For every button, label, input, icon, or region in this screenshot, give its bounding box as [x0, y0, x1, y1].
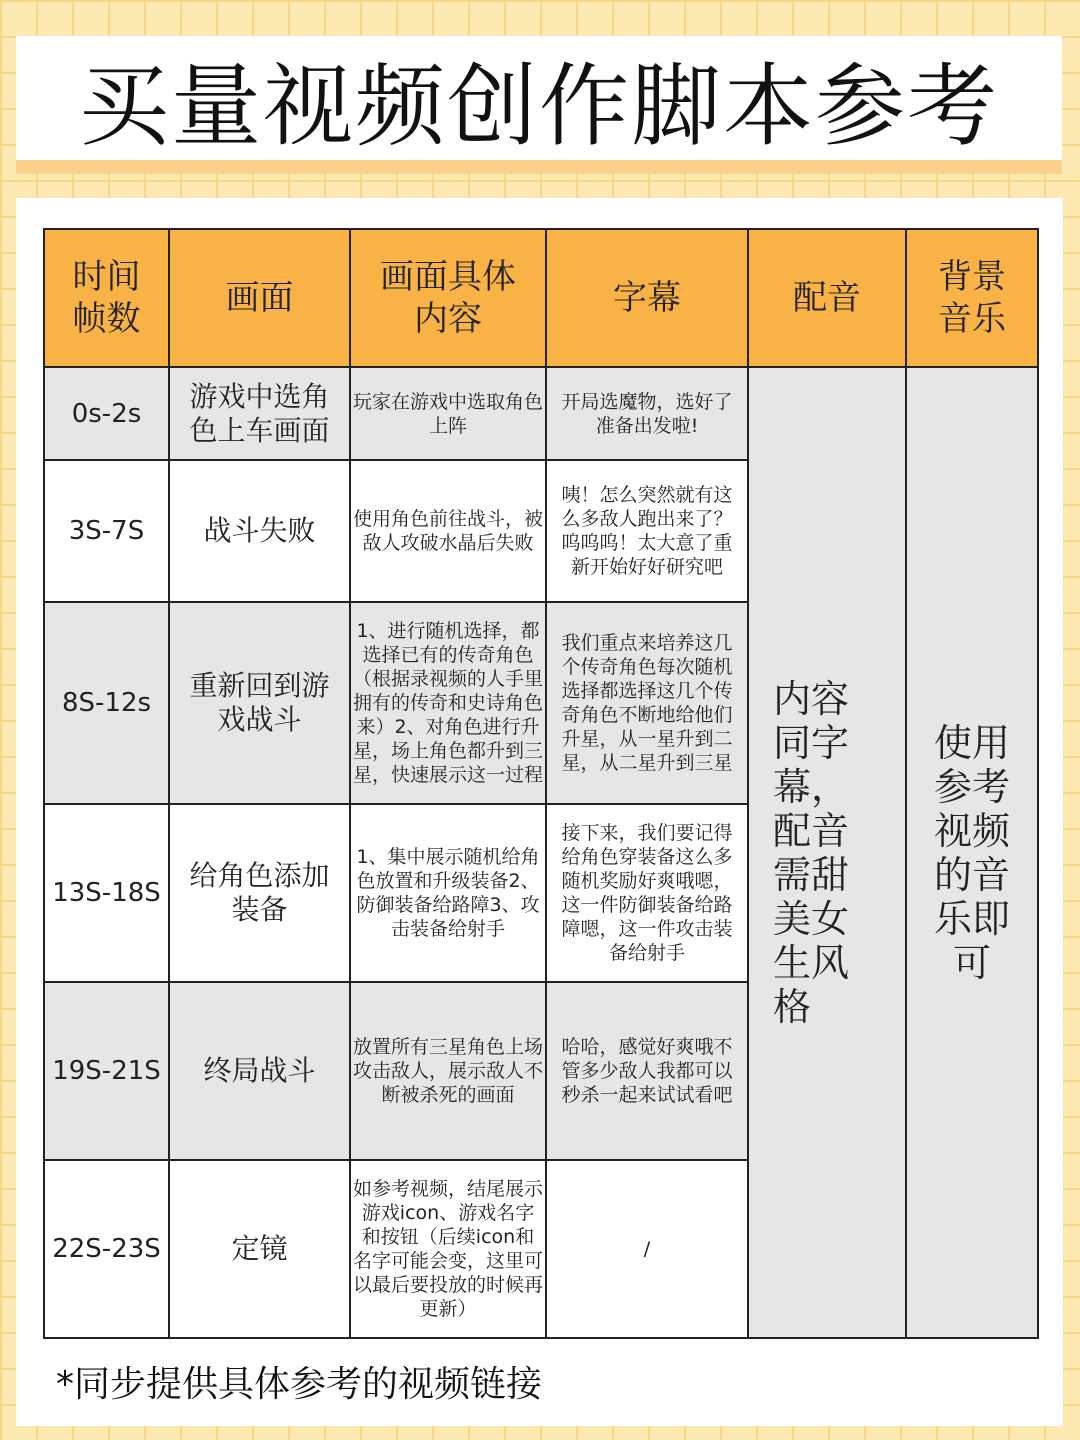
cell-content: 1、进行随机选择，都选择已有的传奇角色（根据录视频的人手里拥有的传奇和史诗角色来）2、对角色进行升星，场上角色都升到三星，快速展示这一过程 — [350, 602, 546, 804]
header-music — [906, 229, 1038, 367]
cell-content: 使用角色前往战斗，被敌人攻破水晶后失败 — [350, 460, 546, 602]
cell-scene: 终局战斗 — [169, 982, 350, 1160]
cell-subtitle: 我们重点来培养这几个传奇角色每次随机选择都选择这几个传奇角色不断地给他们升星，从一星升到二星，从二星升到三星 — [546, 602, 748, 804]
cell-time: 3S-7S — [44, 460, 169, 602]
cell-time: 0s-2s — [44, 367, 169, 460]
header-time-line1: 时间 — [72, 257, 141, 297]
table-row — [44, 367, 1038, 460]
header-music-line1: 背景 — [938, 257, 1006, 297]
cell-time: 22S-23S — [44, 1160, 169, 1338]
cell-subtitle: 哈哈，感觉好爽哦不管多少敌人我都可以秒杀一起来试试看吧 — [546, 982, 748, 1160]
cell-subtitle: / — [546, 1160, 748, 1338]
cell-subtitle: 开局选魔物，选好了准备出发啦! — [546, 367, 748, 460]
header-voice: 配音 — [748, 229, 906, 367]
script-panel — [16, 198, 1063, 1426]
cell-subtitle: 咦！怎么突然就有这么多敌人跑出来了？呜呜呜！太大意了重新开始好好研究吧 — [546, 460, 748, 602]
cell-content: 如参考视频，结尾展示游戏icon、游戏名字和按钮（后续icon和名字可能会变，这里可以最后要投放的时候再更新） — [350, 1160, 546, 1338]
cell-scene: 定镜 — [169, 1160, 350, 1338]
header-scene: 画面 — [169, 229, 350, 367]
page-title: 买量视频创作脚本参考 — [79, 54, 999, 159]
cell-content: 玩家在游戏中选取角色上阵 — [350, 367, 546, 460]
table-header-row — [44, 229, 1038, 367]
cell-content: 放置所有三星角色上场攻击敌人，展示敌人不断被杀死的画面 — [350, 982, 546, 1160]
cell-subtitle: 接下来，我们要记得给角色穿装备这么多随机奖励好爽哦嗯，这一件防御装备给路障嗯，这一件攻击装备给射手 — [546, 804, 748, 982]
cell-voice-merged: 内容同字幕，配音需甜美女生风格 — [748, 367, 906, 1338]
cell-music-merged: 使用参考视频的音乐即可 — [906, 367, 1038, 1338]
cell-time: 19S-21S — [44, 982, 169, 1160]
cell-scene: 重新回到游戏战斗 — [169, 602, 350, 804]
cell-scene: 游戏中选角色上车画面 — [169, 367, 350, 460]
cell-content: 1、集中展示随机给角色放置和升级装备2、防御装备给路障3、攻击装备给射手 — [350, 804, 546, 982]
header-time — [44, 229, 169, 367]
footnote: *同步提供具体参考的视频链接 — [56, 1364, 543, 1405]
header-subtitle: 字幕 — [546, 229, 748, 367]
header-music-line2: 音乐 — [938, 299, 1006, 339]
title-card — [16, 36, 1062, 160]
cell-scene: 战斗失败 — [169, 460, 350, 602]
header-content — [350, 229, 546, 367]
cell-time: 8S-12s — [44, 602, 169, 804]
cell-time: 13S-18S — [44, 804, 169, 982]
script-table — [43, 228, 1039, 1339]
cell-scene: 给角色添加装备 — [169, 804, 350, 982]
header-content-line1: 画面具体 — [380, 257, 516, 297]
header-content-line2: 内容 — [414, 299, 482, 339]
header-time-line2: 帧数 — [72, 299, 141, 339]
